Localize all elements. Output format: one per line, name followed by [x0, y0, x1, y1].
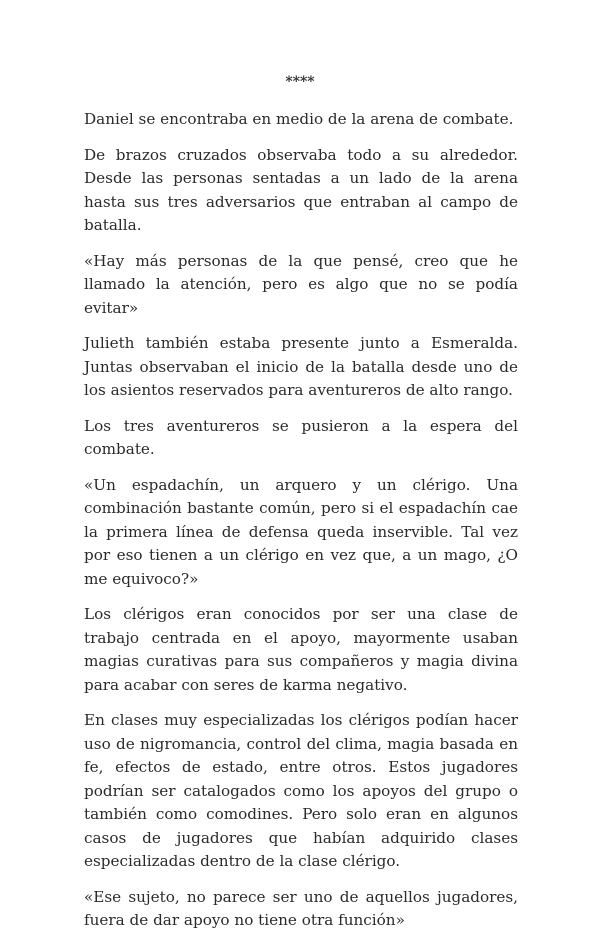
- paragraph: Los clérigos eran conocidos por ser una clase de trabajo centrada en el apoyo, mayormente usaban magias curativas para sus compañeros y magia divina para acabar con seres de karma negativo.: [84, 605, 518, 694]
- paragraph: De brazos cruzados observaba todo a su alrededor. Desde las personas sentadas a un lado de la arena hasta sus tres adversarios que entraban al campo de batalla.: [84, 145, 518, 234]
- body-text: [84, 108, 518, 945]
- paragraph: Daniel se encontraba en medio de la arena de combate.: [84, 110, 514, 128]
- paragraph: En clases muy especializadas los clérigos podían hacer uso de nigromancia, control del clima, magia basada en fe, efectos de estado, entre otros. Estos jugadores podrían ser catalogados como los apoyos del grupo o también como comodines. Pero solo eran en algunos casos de jugadores que habían adquirido clases especializadas dentro de la clase clérigo.: [84, 711, 518, 870]
- scene-separator: ****: [285, 74, 315, 90]
- paragraph: «Un espadachín, un arquero y un clérigo. Una combinación bastante común, pero si el espadachín cae la primera línea de defensa queda inservible. Tal vez por eso tienen a un clérigo en vez que, a un mago, ¿O me equivoco?»: [84, 475, 518, 588]
- paragraph: Julieth también estaba presente junto a Esmeralda. Juntas observaban el inicio de la batalla desde uno de los asientos reservados para aventureros de alto rango.: [84, 334, 518, 399]
- paragraph: Los tres aventureros se pusieron a la espera del combate.: [84, 416, 518, 458]
- paragraph: «Hay más personas de la que pensé, creo que he llamado la atención, pero es algo que no se podía evitar»: [84, 251, 518, 317]
- paragraph: «Ese sujeto, no parece ser uno de aquellos jugadores, fuera de dar apoyo no tiene otra función»: [84, 887, 518, 929]
